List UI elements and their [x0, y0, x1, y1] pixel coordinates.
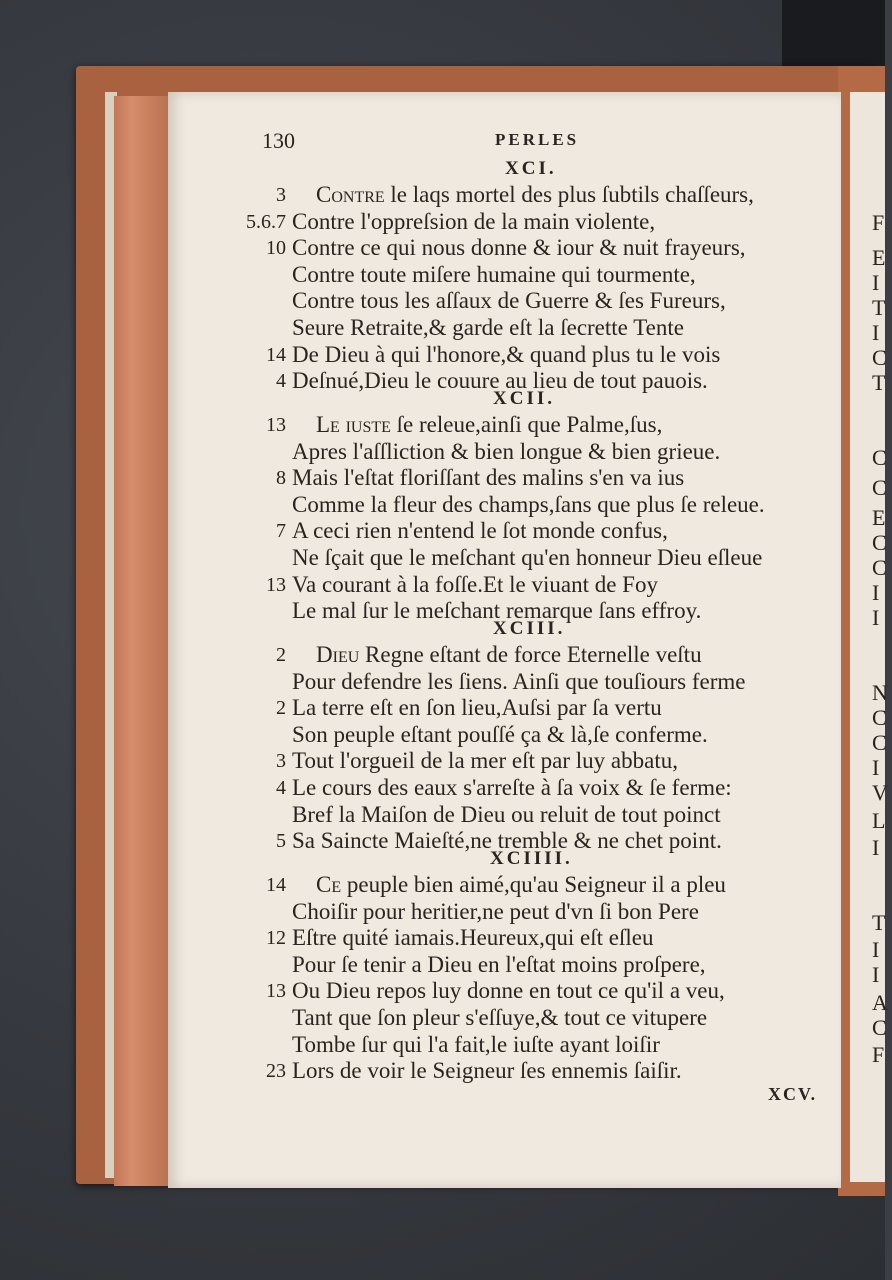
verse-line	[292, 1058, 682, 1084]
facing-page-letter: T	[872, 910, 886, 935]
page-header	[0, 128, 885, 158]
verse-number: 3	[276, 184, 286, 206]
verse-text: A ceci rien n'entend le ſot monde confus,	[292, 518, 668, 544]
verse-line	[292, 209, 655, 235]
verse-line	[292, 465, 684, 491]
verse-line	[292, 695, 662, 721]
verse-text: Bref la Maiſon de Dieu ou reluit de tout poinct	[292, 801, 721, 827]
verse-number: 14	[266, 343, 286, 366]
verse-initial-word: Dieu	[316, 642, 360, 667]
verse-number: 12	[266, 927, 286, 950]
verse-line	[292, 1032, 660, 1058]
verse-line	[292, 315, 684, 341]
verse-line	[292, 288, 726, 314]
page-number: 130	[262, 128, 295, 153]
facing-page-letter: C	[872, 1015, 887, 1040]
running-title: PERLES	[495, 130, 580, 149]
facing-page-letter: C	[872, 345, 887, 370]
facing-page-letters	[872, 0, 892, 1280]
verse-number: 13	[266, 414, 286, 436]
facing-page-letter: L	[872, 808, 886, 833]
verse-number: 4	[276, 370, 286, 393]
facing-page-letter: I	[872, 755, 880, 780]
verse-text: Ou Dieu repos luy donne en tout ce qu'il a veu,	[292, 978, 725, 1004]
verse-text: Lors de voir le Seigneur ſes ennemis ſaiſir.	[292, 1058, 682, 1084]
verse-text: Choiſir pour heritier,ne peut d'vn ſi bon Pere	[292, 898, 699, 924]
verse-line	[292, 775, 732, 801]
verse-number: 10	[266, 237, 286, 260]
red-page-edges	[114, 96, 172, 1186]
verse-line	[292, 492, 765, 518]
verse-line	[292, 978, 725, 1004]
verse-line	[316, 872, 726, 898]
facing-page-letter: I	[872, 320, 880, 345]
verse-text: Ne ſçait que le meſchant qu'en honneur Dieu eſleue	[292, 545, 763, 570]
facing-page-letter: I	[872, 835, 880, 860]
facing-page-letter: I	[872, 605, 880, 630]
verse-text: De Dieu à qui l'honore,& quand plus tu le vois	[292, 341, 721, 367]
verse-text: Apres l'aſſliction & bien longue & bien grieue.	[292, 438, 721, 464]
section-heading: XCI.	[505, 158, 557, 179]
verse-text: Deſnué,Dieu le couure au lieu de tout pauois.	[292, 368, 708, 394]
verse-line	[316, 642, 702, 668]
facing-page-letter: C	[872, 730, 887, 755]
verse-text: Pour defendre les ſiens. Ainſi que touſiours ferme	[292, 668, 746, 694]
dark-shadow-strip	[782, 0, 885, 66]
verse-text: Son peuple eſtant pouſſé ça & là,ſe conferme.	[292, 721, 708, 747]
section-heading: XCIIII.	[490, 848, 573, 869]
verse-line	[292, 518, 668, 544]
facing-page-letter: C	[872, 475, 887, 500]
verse-line	[316, 182, 754, 208]
verse-line	[292, 1005, 707, 1031]
verse-number: 5	[276, 830, 286, 853]
verse-text: Regne eſtant de force Eternelle veſtu	[359, 642, 702, 667]
facing-page-letter: C	[872, 530, 887, 555]
verse-initial-word: Ce	[316, 872, 342, 897]
verse-number: 3	[276, 750, 286, 773]
verse-line	[292, 439, 720, 465]
verse-text: Sa Saincte Maieſté,ne tremble & ne chet point.	[292, 828, 722, 854]
verse-text: Contre ce qui nous donne & iour & nuit frayeurs,	[292, 235, 746, 261]
facing-page-letter: F	[872, 1042, 885, 1067]
section-heading: XCIII.	[493, 618, 566, 639]
verse-text: Seure Retraite,& garde eſt la ſecrette Tente	[292, 315, 684, 340]
verse-line	[292, 748, 678, 774]
verse-line	[292, 952, 706, 978]
facing-page-letter: E	[872, 505, 886, 530]
verse-text: Le cours des eaux s'arreſte à ſa voix & ſe ferme:	[292, 775, 732, 800]
verse-number: 2	[276, 697, 286, 720]
facing-page-letter: C	[872, 555, 887, 580]
verse-line	[292, 899, 699, 925]
facing-page-letter: C	[872, 445, 887, 470]
verse-text: Contre tous les aſſaux de Guerre & ſes Fureurs,	[292, 288, 726, 314]
verse-number: 4	[276, 777, 286, 799]
facing-page-letter: A	[872, 990, 888, 1015]
verse-number: 23	[266, 1060, 286, 1083]
facing-page-letter: F	[872, 210, 885, 235]
facing-page-letter: V	[872, 780, 888, 805]
verse-number: 13	[266, 980, 286, 1003]
verse-text: Tant que ſon pleur s'eſſuye,& tout ce vitupere	[292, 1005, 708, 1030]
verse-number: 14	[266, 874, 286, 896]
verse-text: Va courant à la foſſe.Et le viuant de Foy	[292, 571, 658, 597]
verse-line	[292, 925, 654, 951]
facing-page-letter: T	[872, 295, 886, 320]
facing-page-letter: I	[872, 937, 880, 962]
verse-text: Pour ſe tenir a Dieu en l'eſtat moins proſpere,	[292, 951, 706, 977]
facing-page-letter: I	[872, 962, 880, 987]
verse-text: Contre toute miſere humaine qui tourmente,	[292, 261, 696, 287]
verse-line	[292, 235, 746, 261]
verse-text: Comme la fleur des champs,ſans que plus ſe releue.	[292, 491, 765, 517]
facing-page-letter: N	[872, 680, 888, 705]
section-heading: XCII.	[493, 388, 555, 409]
verse-number: 8	[276, 467, 286, 490]
verse-initial-word: Contre	[316, 182, 385, 207]
verse-text: Mais l'eſtat floriſſant des malins s'en va ius	[292, 465, 685, 491]
facing-page-letter: T	[872, 370, 886, 395]
facing-page-letter: C	[872, 705, 887, 730]
verse-line	[316, 412, 662, 438]
facing-page-letter: E	[872, 245, 886, 270]
verse-text: Tout l'orgueil de la mer eſt par luy abbatu,	[292, 748, 678, 774]
verse-line	[292, 722, 708, 748]
verse-line	[292, 545, 762, 571]
verse-text: Le mal ſur le meſchant remarque ſans effroy.	[292, 598, 702, 624]
verse-text: ſe releue,ainſi que Palme,ſus,	[390, 412, 663, 437]
verse-line	[292, 342, 720, 368]
facing-page-letter: I	[872, 580, 880, 605]
verse-text: Eſtre quité iamais.Heureux,qui eſt eſleu	[292, 925, 654, 951]
verse-text: Contre l'oppreſsion de la main violente,	[292, 208, 656, 234]
verse-line	[292, 802, 721, 828]
verse-line	[292, 262, 696, 288]
verse-text: peuple bien aimé,qu'au Seigneur il a pleu	[341, 872, 726, 897]
verse-number: 7	[276, 520, 286, 543]
verse-text: Tombe ſur qui l'a fait,le iuſte ayant loiſir	[292, 1031, 660, 1057]
verse-line	[292, 572, 658, 598]
catchword: XCV.	[768, 1084, 818, 1104]
verse-text: le laqs mortel des plus ſubtils chaſſeurs,	[384, 182, 754, 207]
verse-number: 5.6.7	[246, 210, 286, 233]
verse-number: 2	[276, 644, 286, 666]
verse-text: La terre eſt en ſon lieu,Auſsi par ſa vertu	[292, 695, 662, 721]
verse-line	[292, 669, 746, 695]
verse-initial-word: Le iuste	[316, 412, 391, 437]
facing-page-letter: I	[872, 270, 880, 295]
verse-number: 13	[266, 573, 286, 596]
